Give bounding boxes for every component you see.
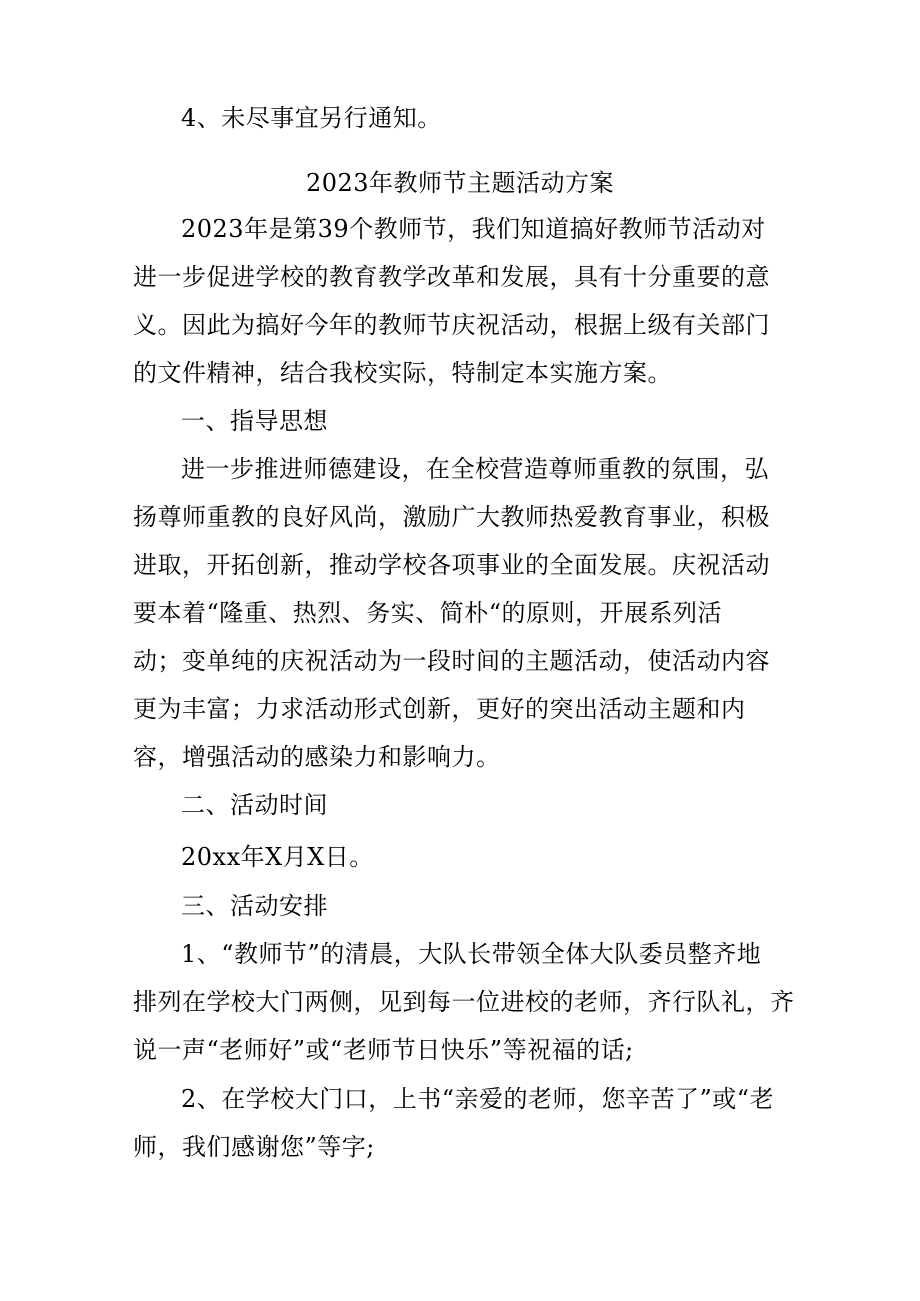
section3-item1-line: 说一声“老师好”或“老师节日快乐”等祝福的话;: [133, 1036, 634, 1064]
top-note: 4、未尽事宜另行通知。: [181, 104, 442, 132]
intro-line: 的文件精神，结合我校实际，特制定本实施方案。: [133, 359, 672, 387]
section3-item1-line: 1、“教师节”的清晨，大队长带领全体大队委员整齐地: [181, 940, 762, 968]
section1-line: 扬尊师重教的良好风尚，激励广大教师热爱教育事业，积极: [133, 503, 770, 531]
intro-line: 2023年是第39个教师节，我们知道搞好教师节活动对: [181, 215, 766, 243]
section1-line: 更为丰富；力求活动形式创新，更好的突出活动主题和内: [133, 695, 746, 723]
section1-heading: 一、指导思想: [181, 407, 328, 435]
section3-item2-line: 师，我们感谢您”等字;: [133, 1133, 375, 1161]
section1-line: 要本着“隆重、热烈、务实、简朴“的原则，开展系列活: [133, 599, 723, 627]
section3-item2-line: 2、在学校大门口，上书“亲爱的老师，您辛苦了”或“老: [181, 1085, 775, 1113]
section1-line: 进一步推进师德建设，在全校营造尊师重教的氛围，弘: [181, 455, 769, 483]
intro-line: 进一步促进学校的教育教学改革和发展，具有十分重要的意: [133, 263, 770, 291]
section1-line: 容，增强活动的感染力和影响力。: [133, 743, 501, 771]
section1-line: 进取，开拓创新，推动学校各项事业的全面发展。庆祝活动: [133, 551, 770, 579]
section1-line: 动；变单纯的庆祝活动为一段时间的主题活动，使活动内容: [133, 647, 770, 675]
document-title: 2023年教师节主题活动方案: [305, 169, 615, 197]
section3-item1-line: 排列在学校大门两侧，见到每一位进校的老师，齐行队礼，齐: [133, 988, 795, 1016]
section3-heading: 三、活动安排: [181, 892, 328, 920]
section2-heading: 二、活动时间: [181, 791, 328, 819]
intro-line: 义。因此为搞好今年的教师节庆祝活动，根据上级有关部门: [133, 311, 770, 339]
section2-date: 20xx年X月X日。: [181, 843, 374, 871]
